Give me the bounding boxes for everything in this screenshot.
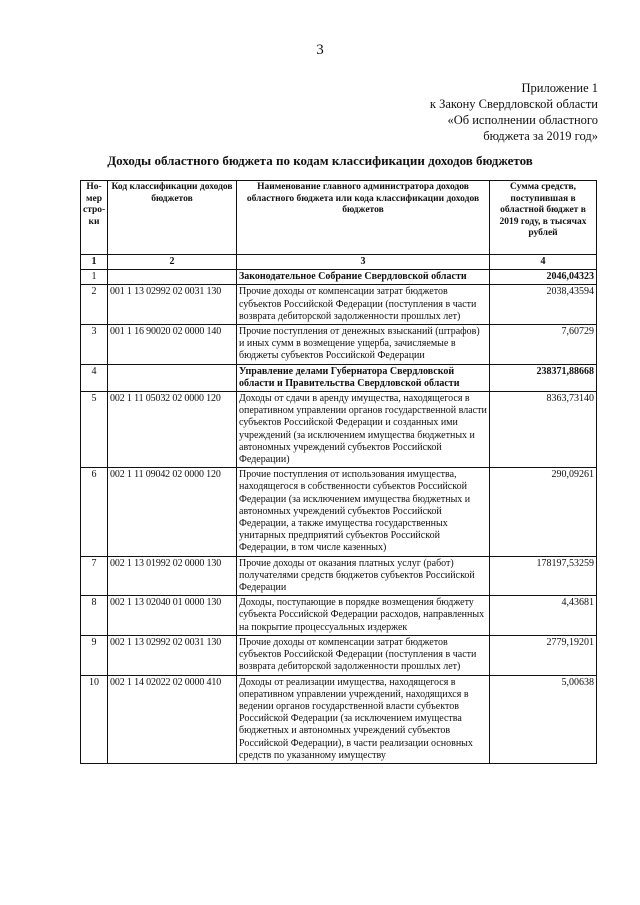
document-title: Доходы областного бюджета по кодам классификации доходов бюджетов xyxy=(107,153,533,168)
table-row xyxy=(81,556,597,596)
classification-code: 001 1 16 90020 02 0000 140 xyxy=(108,325,237,365)
table-row xyxy=(81,675,597,763)
classification-code: 002 1 13 02040 01 0000 130 xyxy=(108,596,237,636)
classification-code: 002 1 11 09042 02 0000 120 xyxy=(108,468,237,556)
header-classification-code: Код классификации доходов бюджетов xyxy=(108,181,237,255)
revenue-name: Управление делами Губернатора Свердловской области и Правительства Свердловской области xyxy=(237,364,490,391)
column-index: 1 xyxy=(81,255,108,270)
column-index-row xyxy=(81,255,597,270)
amount-value: 2038,43594 xyxy=(490,285,597,325)
row-number: 2 xyxy=(81,285,108,325)
column-index: 4 xyxy=(490,255,597,270)
table-row xyxy=(81,596,597,636)
amount-value: 2779,19201 xyxy=(490,635,597,675)
header-row-number: Но-мер стро-ки xyxy=(81,181,108,255)
row-number: 4 xyxy=(81,364,108,391)
amount-value: 4,43681 xyxy=(490,596,597,636)
amount-value: 7,60729 xyxy=(490,325,597,365)
table-row xyxy=(81,270,597,285)
appendix-line-1: Приложение 1 xyxy=(521,81,598,95)
appendix-line-3: «Об исполнении областного xyxy=(447,113,598,127)
revenue-name: Прочие поступления от использования имущества, находящегося в собственности субъектов Российской Федерации (за исключением имущества бюджетных и автономных учреждений субъектов Российской Федерации, а также имущества государственных унитарных предприятий субъектов Российской Федерации, в том числе казенных) xyxy=(237,468,490,556)
table-row xyxy=(81,325,597,365)
row-number: 1 xyxy=(81,270,108,285)
table-body xyxy=(81,270,597,764)
row-number: 3 xyxy=(81,325,108,365)
revenue-table xyxy=(80,180,597,764)
table-header-row xyxy=(81,181,597,255)
row-number: 9 xyxy=(81,635,108,675)
classification-code: 001 1 13 02992 02 0031 130 xyxy=(108,285,237,325)
classification-code xyxy=(108,364,237,391)
revenue-name: Доходы от реализации имущества, находящегося в оперативном управлении учреждений, находящихся в ведении органов государственной власти субъектов Российской Федерации (за исключением имущества бюджетных и автономных учреждений субъектов Российской Федерации), в части реализации основных средств по указанному имуществу xyxy=(237,675,490,763)
column-index: 3 xyxy=(237,255,490,270)
table-row xyxy=(81,285,597,325)
revenue-name: Доходы от сдачи в аренду имущества, находящегося в оперативном управлении органов государственной власти субъектов Российской Федерации и созданных ими учреждений (за исключением имущества бюджетных и автономных учреждений субъектов Российской Федерации) xyxy=(237,392,490,468)
column-index: 2 xyxy=(108,255,237,270)
appendix-note xyxy=(430,80,598,144)
revenue-name: Прочие доходы от оказания платных услуг (работ) получателями средств бюджетов субъектов Российской Федерации xyxy=(237,556,490,596)
amount-value: 178197,53259 xyxy=(490,556,597,596)
row-number: 5 xyxy=(81,392,108,468)
row-number: 8 xyxy=(81,596,108,636)
header-administrator-name: Наименование главного администратора доходов областного бюджета или кода классификации доходов бюджетов xyxy=(237,181,490,255)
classification-code: 002 1 13 01992 02 0000 130 xyxy=(108,556,237,596)
table-row xyxy=(81,364,597,391)
amount-value: 290,09261 xyxy=(490,468,597,556)
classification-code: 002 1 11 05032 02 0000 120 xyxy=(108,392,237,468)
table-row xyxy=(81,392,597,468)
amount-value: 5,00638 xyxy=(490,675,597,763)
amount-value: 8363,73140 xyxy=(490,392,597,468)
table-row xyxy=(81,635,597,675)
revenue-name: Прочие доходы от компенсации затрат бюджетов субъектов Российской Федерации (поступления в части возврата дебиторской задолженности прошлых лет) xyxy=(237,635,490,675)
page-number: 3 xyxy=(316,42,324,58)
appendix-line-2: к Закону Свердловской области xyxy=(429,97,598,111)
classification-code: 002 1 13 02992 02 0031 130 xyxy=(108,635,237,675)
classification-code xyxy=(108,270,237,285)
row-number: 6 xyxy=(81,468,108,556)
table-row xyxy=(81,468,597,556)
amount-value: 2046,04323 xyxy=(490,270,597,285)
revenue-name: Прочие доходы от компенсации затрат бюджетов субъектов Российской Федерации (поступления в части возврата дебиторской задолженности прошлых лет) xyxy=(237,285,490,325)
row-number: 10 xyxy=(81,675,108,763)
appendix-line-4: бюджета за 2019 год» xyxy=(483,129,598,143)
revenue-name: Законодательное Собрание Свердловской области xyxy=(237,270,490,285)
header-amount: Сумма средств, поступившая в областной бюджет в 2019 году, в тысячах рублей xyxy=(490,181,597,255)
amount-value: 238371,88668 xyxy=(490,364,597,391)
classification-code: 002 1 14 02022 02 0000 410 xyxy=(108,675,237,763)
revenue-name: Прочие поступления от денежных взысканий (штрафов) и иных сумм в возмещение ущерба, зачисляемые в бюджеты субъектов Российской Федерации xyxy=(237,325,490,365)
revenue-name: Доходы, поступающие в порядке возмещения бюджету субъекта Российской Федерации расходов, направленных на покрытие процессуальных издержек xyxy=(237,596,490,636)
row-number: 7 xyxy=(81,556,108,596)
